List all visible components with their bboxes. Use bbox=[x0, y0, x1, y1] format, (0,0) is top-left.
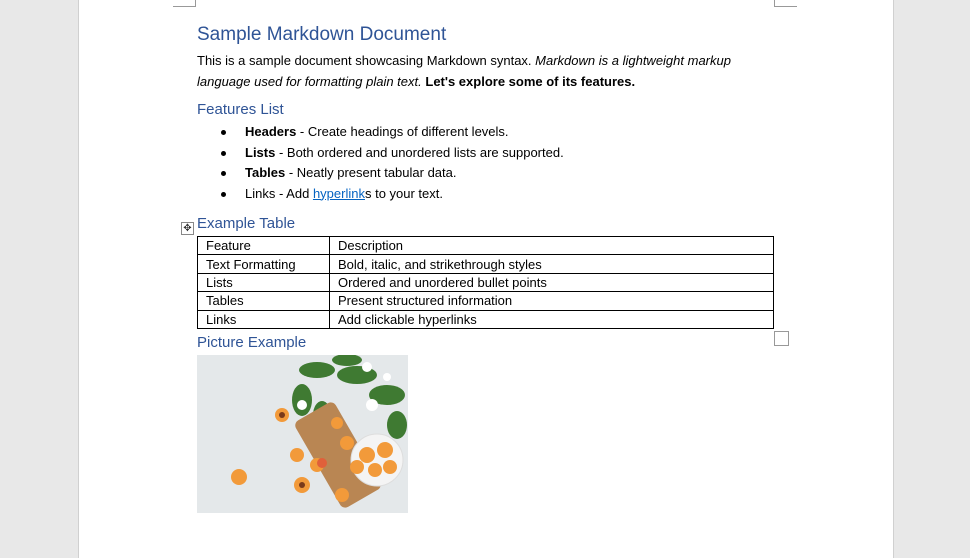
list-item bbox=[245, 143, 564, 164]
margin-corner-right bbox=[774, 0, 797, 7]
features-heading: Features List bbox=[197, 101, 284, 118]
document-title: Sample Markdown Document bbox=[197, 24, 447, 45]
table-row bbox=[198, 292, 774, 310]
table-cell[interactable]: Add clickable hyperlinks bbox=[330, 310, 774, 328]
table-cell[interactable]: Description bbox=[330, 237, 774, 255]
list-item bbox=[245, 184, 564, 205]
table-cell[interactable]: Ordered and unordered bullet points bbox=[330, 273, 774, 291]
table-cell[interactable]: Lists bbox=[198, 273, 330, 291]
table-cell[interactable]: Text Formatting bbox=[198, 255, 330, 273]
list-item bbox=[245, 163, 564, 184]
table-cell[interactable]: Links bbox=[198, 310, 330, 328]
item-text: - Neatly present tabular data. bbox=[285, 165, 457, 180]
table-row bbox=[198, 273, 774, 291]
item-text: s to your text. bbox=[364, 185, 444, 201]
picture-heading: Picture Example bbox=[197, 334, 307, 351]
features-list bbox=[197, 122, 564, 204]
table-row bbox=[198, 255, 774, 273]
table-cell[interactable]: Tables bbox=[198, 292, 330, 310]
fruit-picture[interactable] bbox=[197, 355, 408, 513]
item-bold: Tables bbox=[245, 165, 286, 180]
list-item bbox=[245, 122, 564, 143]
item-text: - Create headings of different levels. bbox=[296, 124, 509, 139]
item-text: - Both ordered and unordered lists are supported. bbox=[275, 144, 564, 160]
intro-bold: Let's explore some of its features. bbox=[421, 74, 636, 89]
table-heading: Example Table bbox=[197, 215, 296, 232]
intro-paragraph bbox=[197, 50, 767, 92]
table-cell[interactable]: Present structured information bbox=[330, 292, 774, 310]
table-row bbox=[198, 310, 774, 328]
item-bold: Headers bbox=[245, 124, 297, 139]
table-move-handle-icon[interactable]: ✥ bbox=[181, 222, 194, 235]
intro-italic: Markdown is a lightweight markup language used for formatting plain text. bbox=[197, 53, 731, 89]
hyperlink[interactable]: hyperlink bbox=[312, 185, 365, 201]
intro-plain: This is a sample document showcasing Markdown syntax. bbox=[197, 53, 536, 68]
example-table bbox=[197, 236, 774, 329]
item-bold: Lists bbox=[245, 144, 276, 160]
table-resize-handle[interactable] bbox=[774, 331, 789, 346]
table-header-row bbox=[198, 237, 774, 255]
table-cell[interactable]: Bold, italic, and strikethrough styles bbox=[330, 255, 774, 273]
item-text: Links - Add bbox=[245, 185, 313, 201]
margin-corner-left bbox=[173, 0, 196, 7]
table-cell[interactable]: Feature bbox=[198, 237, 330, 255]
